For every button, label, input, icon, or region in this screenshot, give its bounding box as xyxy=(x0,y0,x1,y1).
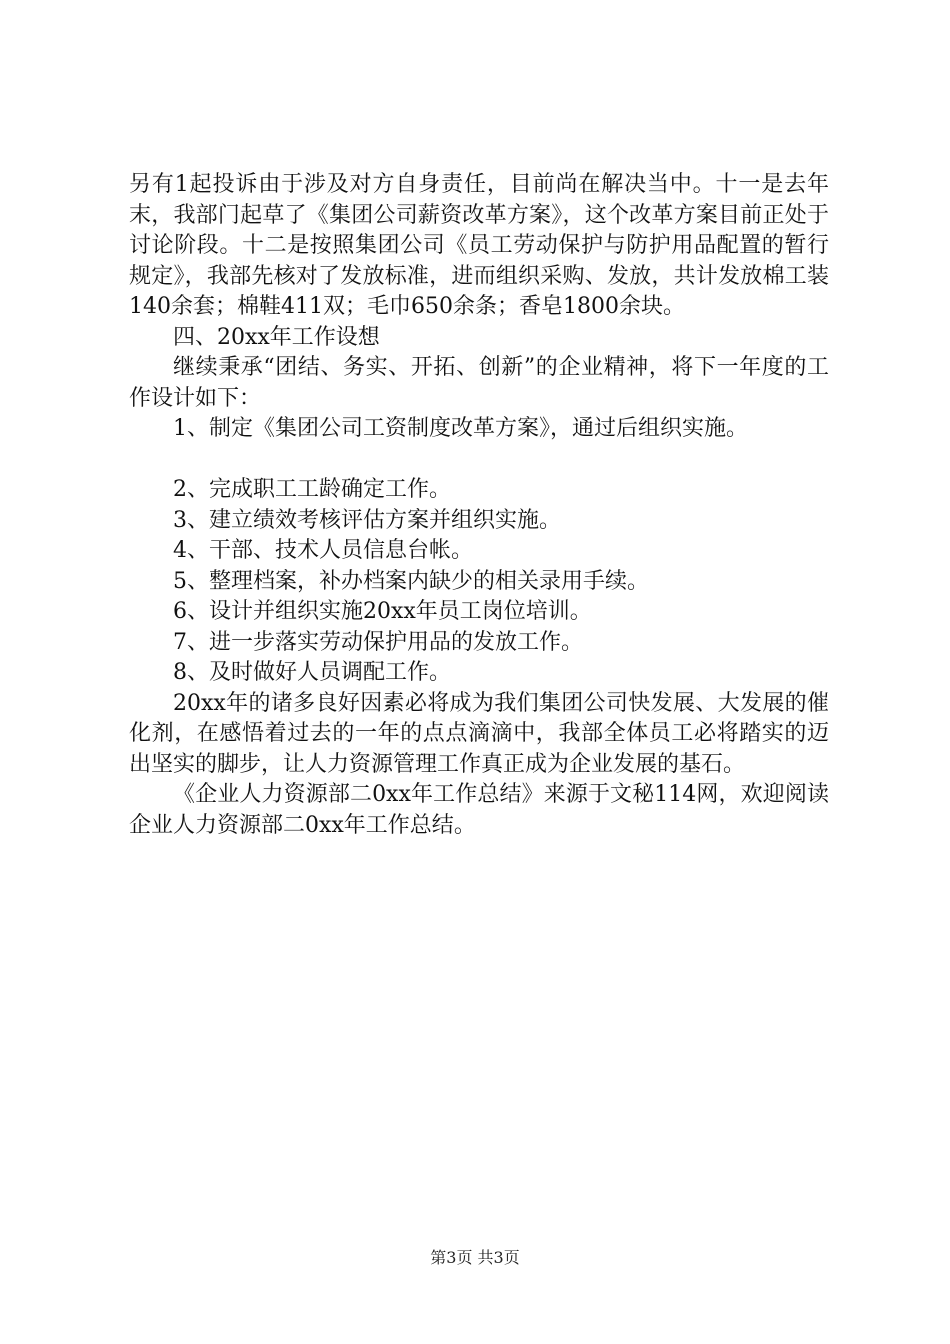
paragraph-source-note: 《企业人力资源部二0xx年工作总结》来源于文秘114网，欢迎阅读企业人力资源部二0xx年工作总结。 xyxy=(129,782,829,838)
plan-item-4: 4、干部、技术人员信息台帐。 xyxy=(173,538,473,563)
plan-item-5: 5、整理档案，补办档案内缺少的相关录用手续。 xyxy=(173,568,649,594)
document-body xyxy=(129,170,829,841)
plan-item-6: 6、设计并组织实施20xx年员工岗位培训。 xyxy=(173,599,592,624)
section-heading-work-plan: 四、20xx年工作设想 xyxy=(173,324,380,350)
plan-item-3: 3、建立绩效考核评估方案并组织实施。 xyxy=(173,507,561,533)
plan-item-1: 1、制定《集团公司工资制度改革方案》，通过后组织实施。 xyxy=(173,416,748,441)
paragraph-plan-intro: 继续秉承“团结、务实、开拓、创新”的企业精神，将下一年度的工作设计如下： xyxy=(129,355,829,411)
paragraph-closing: 20xx年的诸多良好因素必将成为我们集团公司快发展、大发展的催化剂，在感悟着过去的一年的点点滴滴中，我部全体员工必将踏实的迈出坚实的脚步，让人力资源管理工作真正成为企业发展的基石。 xyxy=(129,690,829,777)
paragraph-complaints-and-supplies: 另有1起投诉由于涉及对方自身责任，目前尚在解决当中。十一是去年末，我部门起草了《集团公司薪资改革方案》，这个改革方案目前正处于讨论阶段。十二是按照集团公司《员工劳动保护与防护用品配置的暂行规定》，我部先核对了发放标准，进而组织采购、发放，共计发放棉工装140余套；棉鞋411双；毛巾650余条；香皂1800余块。 xyxy=(129,172,829,319)
blank-line xyxy=(129,445,829,476)
page-footer: 第3页 共3页 xyxy=(430,1248,520,1267)
plan-item-8: 8、及时做好人员调配工作。 xyxy=(173,660,451,685)
plan-item-2: 2、完成职工工龄确定工作。 xyxy=(173,477,451,502)
plan-item-7: 7、进一步落实劳动保护用品的发放工作。 xyxy=(173,629,583,655)
